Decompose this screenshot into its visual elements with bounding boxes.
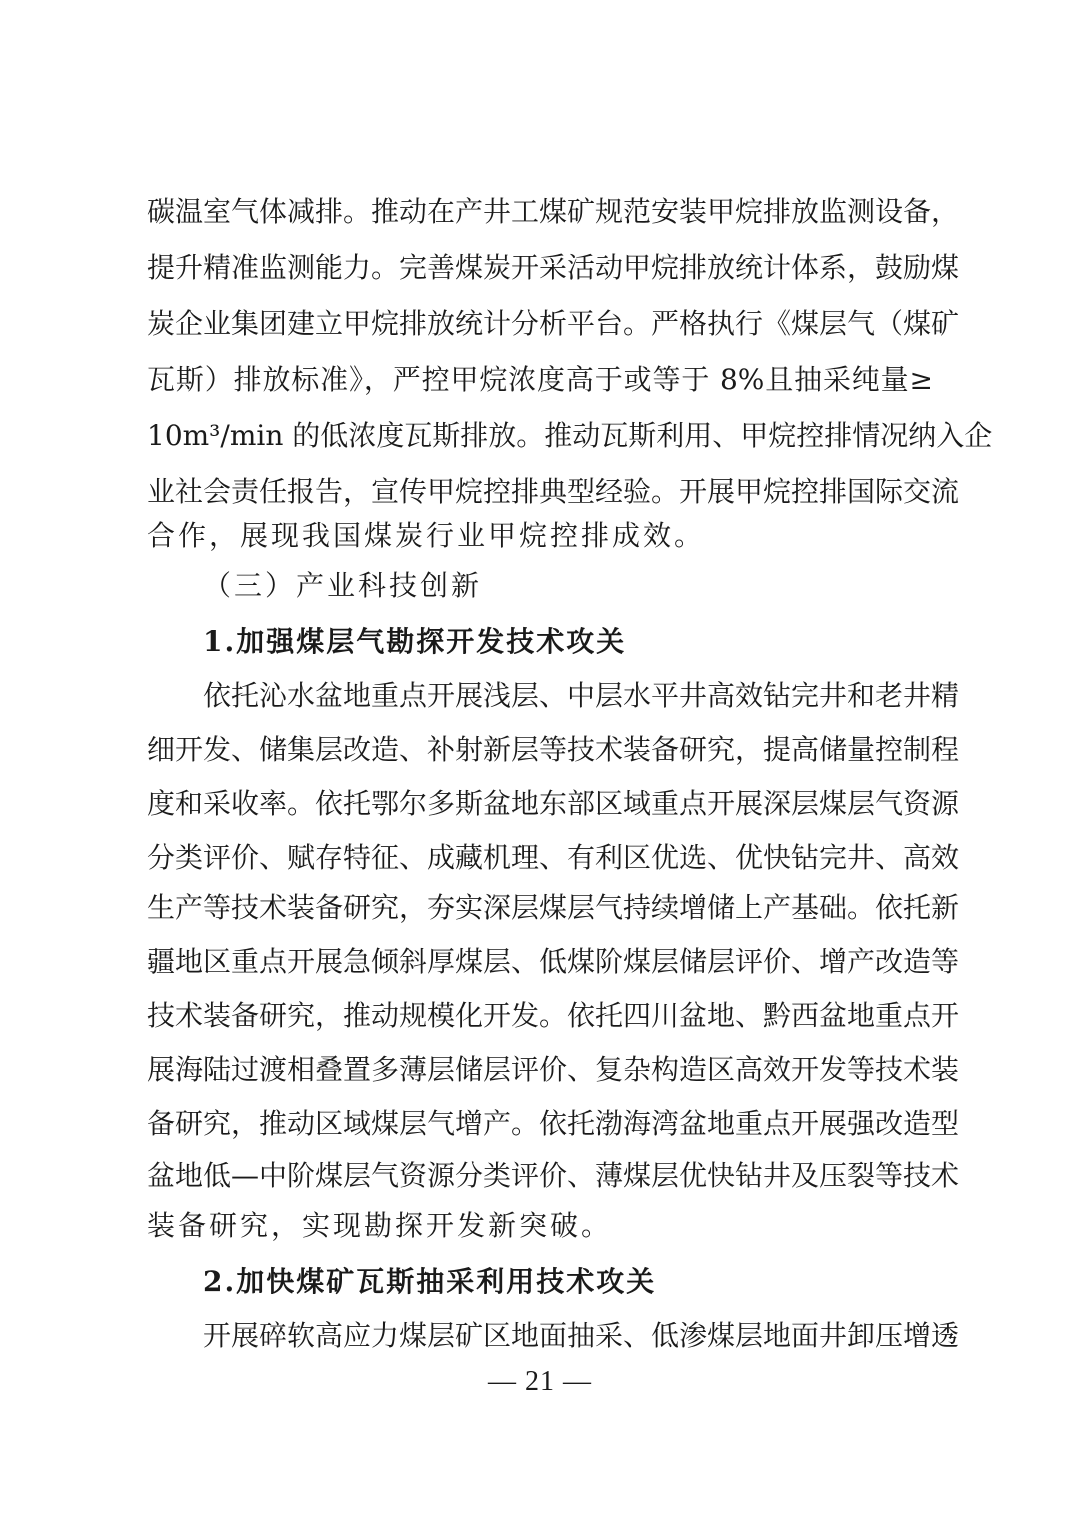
- body-text-line: 炭企业集团建立甲烷排放统计分析平台。严格执行《煤层气（煤矿: [147, 307, 960, 340]
- body-text-line: 提升精准监测能力。完善煤炭开采活动甲烷排放统计体系，鼓励煤: [147, 251, 960, 284]
- body-text-line: 合作，展现我国煤炭行业甲烷控排成效。: [147, 519, 706, 552]
- page-number: — 21 —: [488, 1366, 592, 1397]
- body-text-line: 开展碎软高应力煤层矿区地面抽采、低渗煤层地面井卸压增透: [203, 1319, 960, 1352]
- body-text-line: 备研究，推动区域煤层气增产。依托渤海湾盆地重点开展强改造型: [147, 1107, 960, 1140]
- body-text-line: 技术装备研究，推动规模化开发。依托四川盆地、黔西盆地重点开: [147, 999, 960, 1032]
- subsection-title: 2.加快煤矿瓦斯抽采利用技术攻关: [203, 1265, 657, 1298]
- body-text-line: 盆地低—中阶煤层气资源分类评价、薄煤层优快钻井及压裂等技术: [147, 1159, 960, 1192]
- body-text-line: 细开发、储集层改造、补射新层等技术装备研究，提高储量控制程: [147, 733, 960, 766]
- body-text-line: 分类评价、赋存特征、成藏机理、有利区优选、优快钻完井、高效: [147, 841, 960, 874]
- body-text-line: 展海陆过渡相叠置多薄层储层评价、复杂构造区高效开发等技术装: [147, 1053, 960, 1086]
- body-text-line: 生产等技术装备研究，夯实深层煤层气持续增储上产基础。依托新: [147, 891, 960, 924]
- body-text-line: 疆地区重点开展急倾斜厚煤层、低煤阶煤层储层评价、增产改造等: [147, 945, 960, 978]
- body-text-line: 碳温室气体减排。推动在产井工煤矿规范安装甲烷排放监测设备，: [147, 195, 960, 228]
- section-heading: （三）产业科技创新: [203, 569, 483, 602]
- body-text-line: 依托沁水盆地重点开展浅层、中层水平井高效钻完井和老井精: [203, 679, 960, 712]
- body-text-line: 度和采收率。依托鄂尔多斯盆地东部区域重点开展深层煤层气资源: [147, 787, 960, 820]
- body-text-line: 瓦斯）排放标准》，严控甲烷浓度高于或等于 8%且抽采纯量≥: [147, 363, 933, 396]
- subsection-title: 1.加强煤层气勘探开发技术攻关: [203, 625, 627, 658]
- body-text-line: 装备研究，实现勘探开发新突破。: [147, 1209, 613, 1242]
- body-text-line: 业社会责任报告，宣传甲烷控排典型经验。开展甲烷控排国际交流: [147, 475, 960, 508]
- body-text-line: 10m³/min 的低浓度瓦斯排放。推动瓦斯利用、甲烷控排情况纳入企: [147, 419, 993, 452]
